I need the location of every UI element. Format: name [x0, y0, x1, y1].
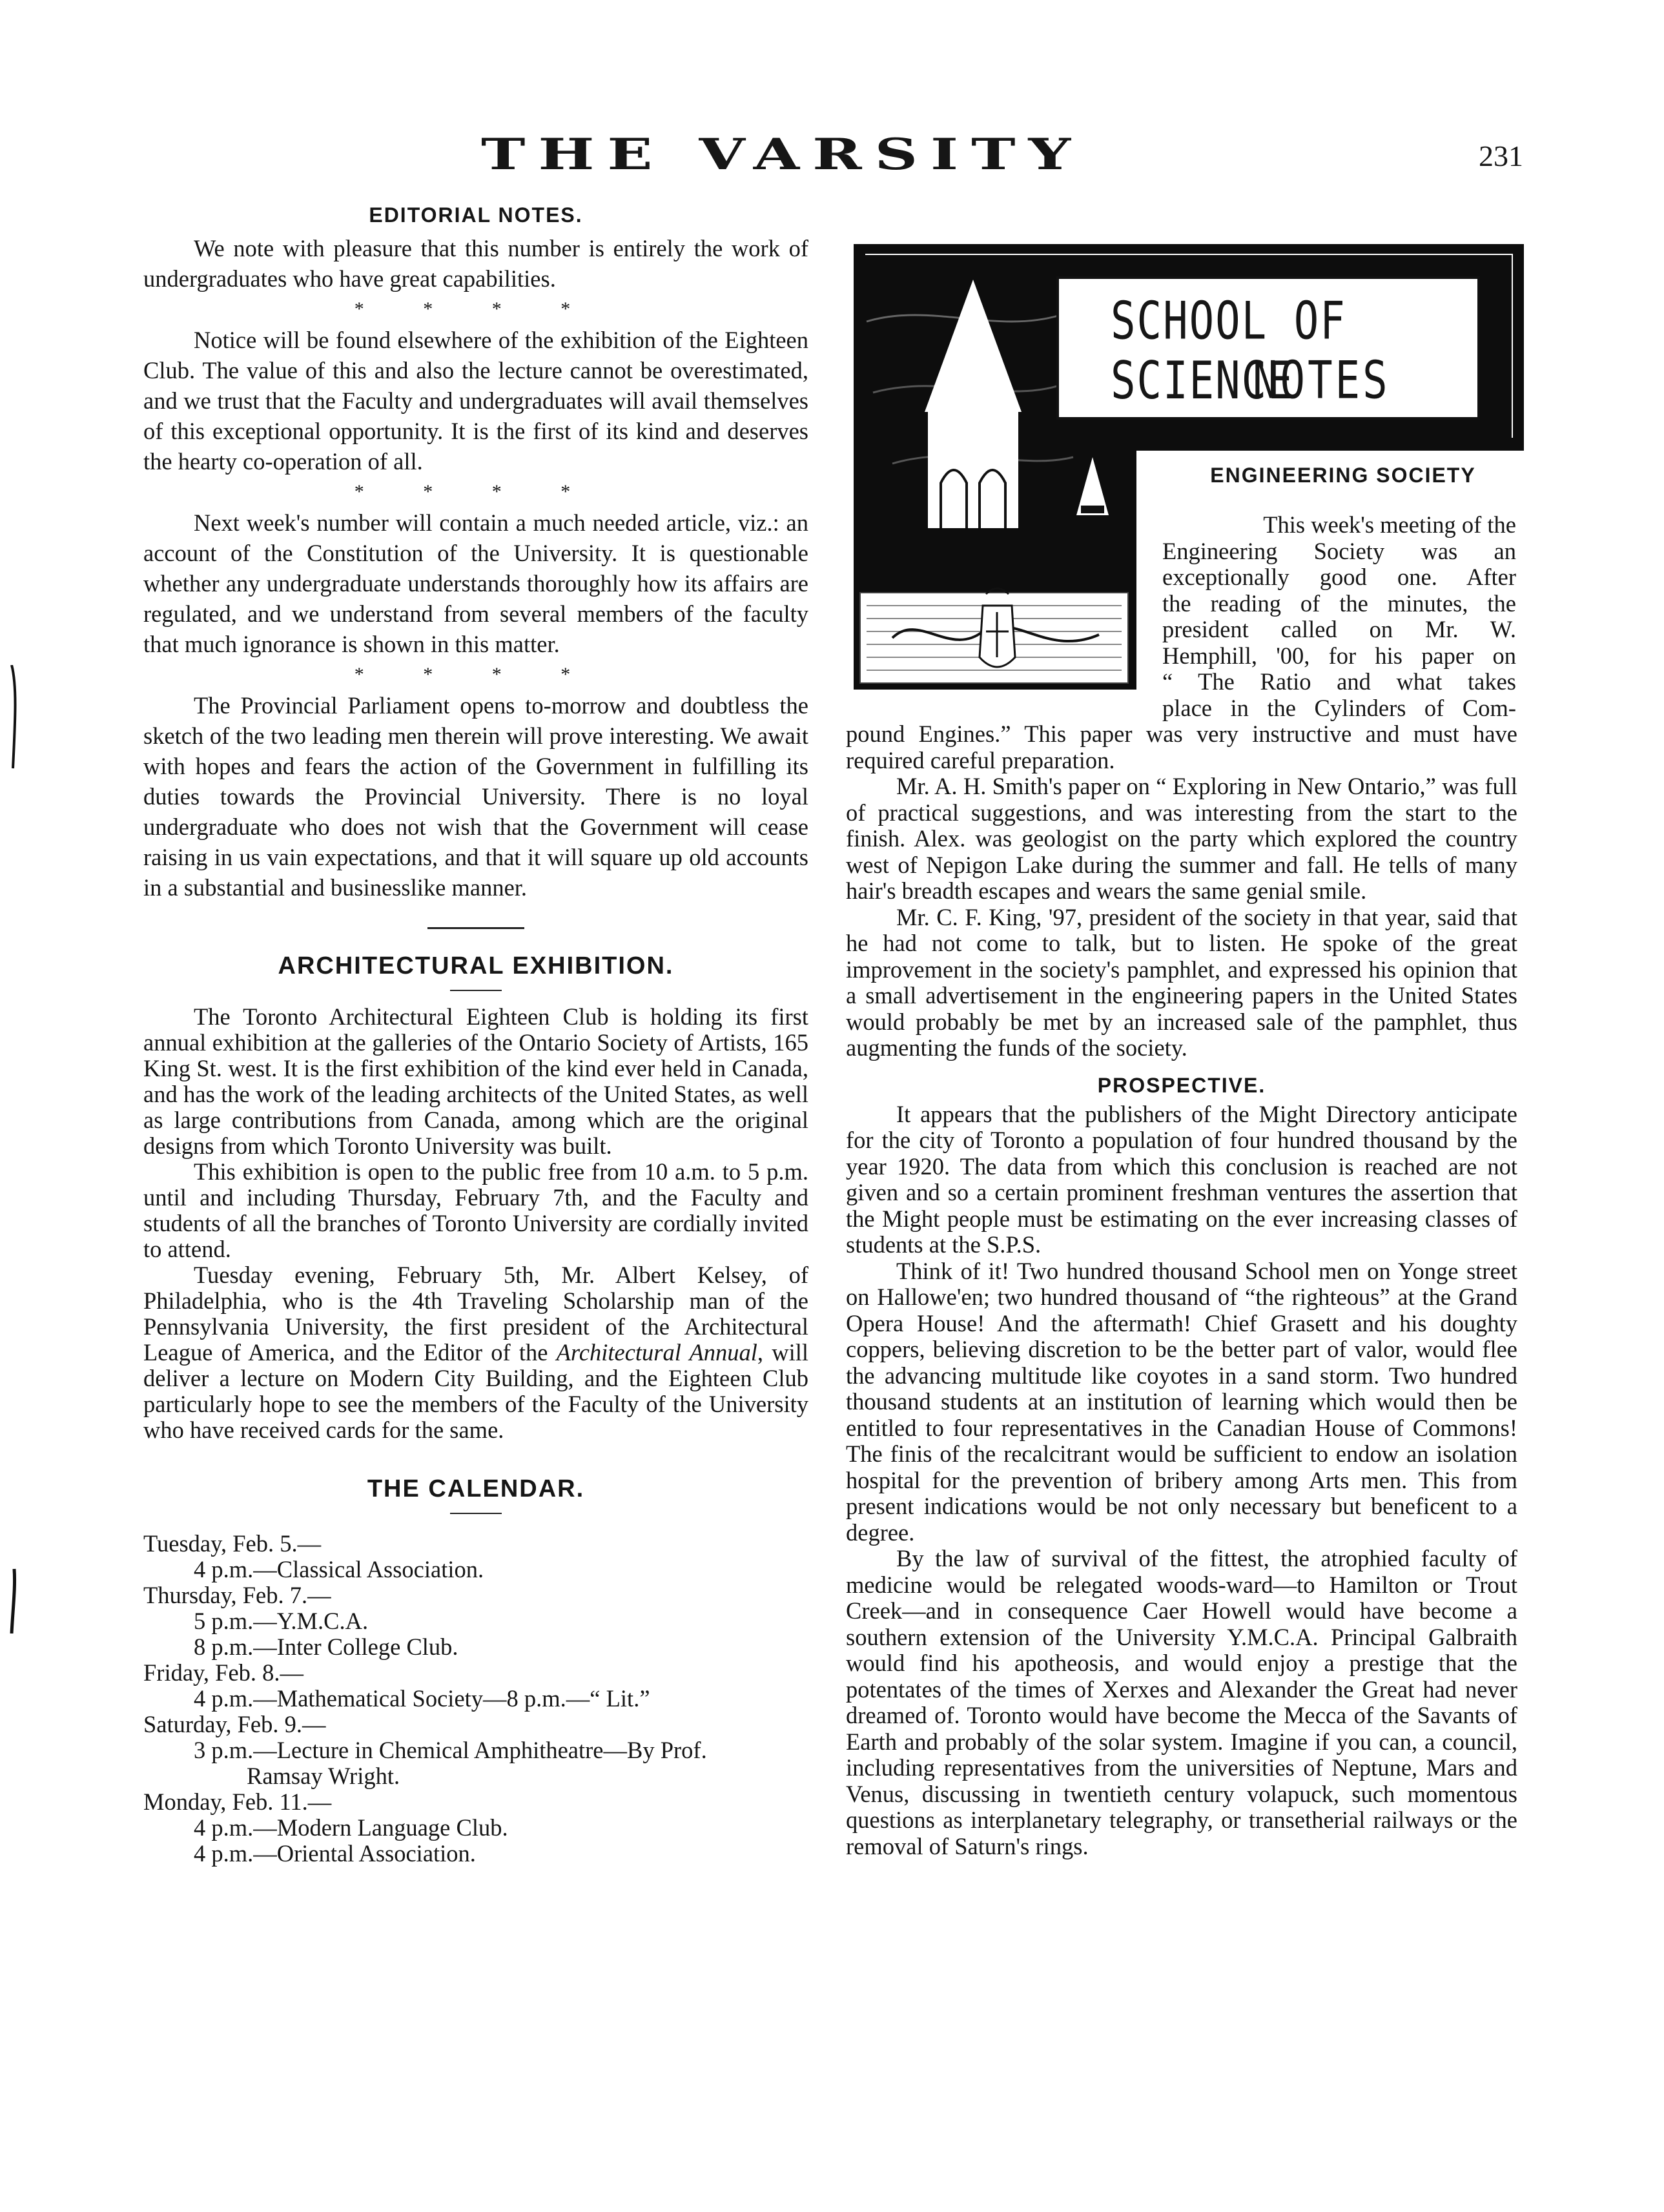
architectural-text: , will deliver a lecture on Modern City Building, and the Eighteen Club particularly hope to see the members of the Faculty of the University who have received cards for the same. — [143, 1339, 808, 1443]
engineering-line: “ The Ratio and what takes — [1162, 668, 1516, 695]
engineering-line: exceptionally good one. After — [1162, 564, 1516, 590]
banner-line-2: NOTES — [1253, 351, 1390, 411]
calendar-event: 4 p.m.—Mathematical Society—8 p.m.—“ Lit.” — [194, 1685, 650, 1712]
editorial-paragraph: We note with pleasure that this number is entirely the work of undergraduates who have great capabilities. — [143, 235, 808, 292]
engineering-line: Hemphill, '00, for his paper on — [1162, 642, 1516, 669]
engineering-line: This week's meeting of the — [1263, 511, 1516, 538]
calendar-day: Tuesday, Feb. 5.— — [143, 1530, 322, 1557]
calendar-day: Saturday, Feb. 9.— — [143, 1711, 326, 1737]
separator-stars: * * * * — [354, 664, 598, 685]
section-divider — [427, 927, 524, 929]
calendar-event: 4 p.m.—Oriental Association. — [194, 1840, 476, 1867]
engineering-paragraph: pound Engines.” This paper was very instructive and must have required careful preparation. — [846, 721, 1517, 773]
engineering-line: Engineering Society was an — [1162, 537, 1516, 564]
engineering-line: president called on Mr. W. — [1162, 616, 1516, 642]
calendar-day: Monday, Feb. 11.— — [143, 1788, 332, 1815]
separator-stars: * * * * — [354, 298, 598, 320]
engineering-paragraph: Mr. A. H. Smith's paper on “ Exploring in New Ontario,” was full of practical suggestions, and was interesting from the start to the finish. Alex. was geologist on the party which explored the country west of Nepigon Lake during the summer and fall. He tells of many hair's breadth escapes and wears the same genial smile. — [846, 773, 1517, 904]
calendar-event: 3 p.m.—Lecture in Chemical Amphitheatre—By Prof. — [194, 1737, 707, 1763]
prospective-paragraph: Think of it! Two hundred thousand School men on Yonge street on Hallowe'en; two hundred thousand of “the righteous” at the Grand Opera House! And the aftermath! Chief Grasett and his doughty coppers, believing discretion to be the better part of valor, would flee the advancing multitude like coyotes in a sand storm. Two hundred thousand students at an institution of learning which would then be entitled to four representatives in the Canadian House of Commons! The finis of the recalcitrant would be sufficient to endow an isolation hospital for the prevention of bribery among Arts men. This from present indications would be not only necessary but beneficent to a degree. — [846, 1257, 1517, 1546]
engineering-paragraph: Mr. C. F. King, '97, president of the society in that year, said that he had not come to talk, but to listen. He spoke of the great improvement in the society's pamphlet, and expressed his opinion that a small advertisement in the engineering papers in the United States would probably be met by an increased sale of the pamphlet, thus augmenting the funds of the society. — [846, 903, 1517, 1061]
calendar-day: Thursday, Feb. 7.— — [143, 1582, 331, 1608]
engineering-narrow-lines — [1162, 512, 1516, 721]
separator-stars: * * * * — [354, 481, 598, 502]
architectural-text: Tuesday evening, February 5th, Mr. Albert Kelsey, of Philadelphia, who is the 4th Traveling Scholarship man of the Pennsylvania University, the first president of the Architectural League of America, and the Editor of the — [143, 1262, 808, 1366]
architectural-heading: ARCHITECTURAL EXHIBITION. — [278, 952, 674, 979]
architectural-paragraph — [143, 1262, 808, 1443]
editorial-paragraph: The Provincial Parliament opens to-morrow and doubtless the sketch of the two leading men therein will prove interesting. We await with hopes and fears the action of the Government in fulfilling its duties towards the Provincial University. There is no loyal undergraduate who does not wish that the Government will cease raising in us vain expectations, and that it will square up old accounts in a substantial and businesslike manner. — [143, 692, 808, 901]
calendar-event: 4 p.m.—Modern Language Club. — [194, 1814, 508, 1841]
calendar-event: 5 p.m.—Y.M.C.A. — [194, 1608, 369, 1634]
calendar-day: Friday, Feb. 8.— — [143, 1659, 304, 1686]
prospective-paragraph: It appears that the publishers of the Might Directory anticipate for the city of Toronto a population of four hundred thousand by the year 1920. The data from which this conclusion is reached are not given and so a certain prominent freshman ventures the assertion that the Might people must be estimating on the ever increasing classes of students at the S.P.S. — [846, 1100, 1517, 1258]
calendar-heading: THE CALENDAR. — [367, 1475, 585, 1502]
binding-marks — [3, 665, 22, 1633]
engineering-line: place in the Cylinders of Com- — [1162, 694, 1516, 721]
engineering-heading: ENGINEERING SOCIETY — [1210, 464, 1476, 487]
prospective-heading: PROSPECTIVE. — [1097, 1073, 1266, 1097]
masthead-title: THE VARSITY — [481, 129, 1084, 179]
architectural-annual-title: Architectural Annual — [556, 1339, 757, 1366]
heading-rule — [450, 1513, 502, 1514]
heading-rule — [450, 990, 502, 991]
left-column — [143, 197, 808, 1867]
school-of-science-banner — [1056, 276, 1480, 420]
page-number: 231 — [1479, 139, 1523, 172]
architectural-paragraph: The Toronto Architectural Eighteen Club is holding its first annual exhibition at the galleries of the Ontario Society of Artists, 165 King St. west. It is the first exhibition of the kind ever held in Canada, and has the work of the leading architects of the United States, as well as large contributions from Canada, among which are the original designs from which Toronto University was built. — [143, 1003, 808, 1159]
architectural-paragraph: This exhibition is open to the public free from 10 a.m. to 5 p.m. until and including Thursday, February 7th, and the Faculty and students of all the branches of Toronto University are cordially invited to attend. — [143, 1158, 808, 1262]
calendar-event: 8 p.m.—Inter College Club. — [194, 1633, 458, 1660]
right-column — [846, 721, 1517, 1859]
editorial-paragraph: Next week's number will contain a much needed article, viz.: an account of the Constitution of the University. It is questionable whether any undergraduate understands thoroughly how its affairs are regulated, and we understand from several members of the faculty that much ignorance is shown in this matter. — [143, 509, 808, 657]
prospective-paragraph: By the law of survival of the fittest, the atrophied faculty of medicine would be relegated woods-ward—to Hamilton or Trout Creek—and in consequence Caer Howell would have become a southern extension of the University Y.M.C.A. Principal Galbraith would find his apotheosis, and would enjoy a prestige that the potentates of the times of Xerxes and Alexander the Great had never dreamed of. Toronto would have become the Mecca of the Savants of Earth and probably of the solar system. Imagine if you can, a council, including representatives from the universities of Neptune, Mars and Venus, discussing in twentieth century volapuck, such momentous questions as interplanetary telegraphy, or transetherial railways or the removal of Saturn's rings. — [846, 1545, 1517, 1859]
editorial-heading: EDITORIAL NOTES. — [369, 203, 583, 227]
engineering-line: the reading of the minutes, the — [1162, 589, 1516, 617]
calendar-event: Ramsay Wright. — [247, 1763, 400, 1789]
calendar-list — [143, 1531, 808, 1867]
calendar-event: 4 p.m.—Classical Association. — [194, 1556, 484, 1582]
editorial-paragraph: Notice will be found elsewhere of the exhibition of the Eighteen Club. The value of this and also the lecture cannot be overestimated, and we trust that the Faculty and undergraduates will avail themselves of this exceptional opportunity. It is the first of its kind and deserves the hearty co-operation of all. — [143, 327, 808, 475]
banner-line-1: SCHOOL OF SCIENCE — [1111, 292, 1346, 411]
